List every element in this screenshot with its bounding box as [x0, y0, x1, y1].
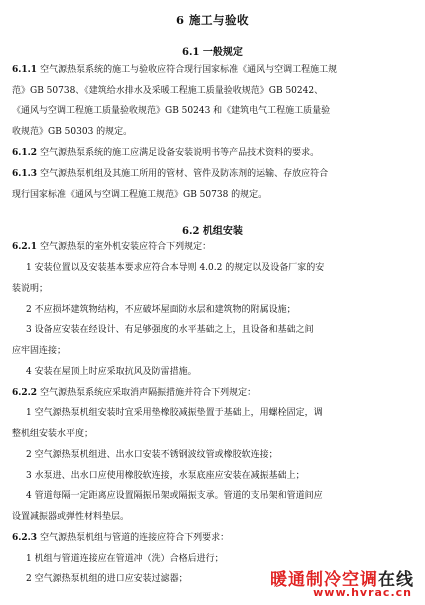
item-text: 装说明；: [12, 284, 49, 294]
clause-text: 收规范》GB 50303 的规定。: [12, 126, 133, 137]
item-text: 3 设备应安装在经设计、有足够强度的水平基础之上，且设备和基础之间: [26, 325, 314, 335]
clause-6-2-1: [12, 237, 414, 258]
watermark-black-text: 在线: [378, 570, 414, 590]
clause-6-1-2: [12, 143, 414, 164]
watermark-logo: [230, 565, 420, 605]
list-item-continuation: [12, 341, 414, 362]
chapter-title: 6 施工与验收: [175, 13, 249, 27]
watermark-url: www.hvrac.cn: [313, 586, 412, 599]
item-text: 应牢固连接；: [12, 346, 67, 356]
clause-text: 空气源热泵系统的施工应满足设备安装说明书等产品技术资料的要求。: [40, 148, 320, 158]
clause-text: 现行国家标准《通风与空调工程施工规范》GB 50738 的规定。: [12, 189, 268, 200]
item-text: 2 不应损坏建筑物结构，不应破坏屋面防水层和建筑物的附属设施；: [26, 305, 296, 315]
clause-number: 6.2.3: [12, 533, 38, 543]
clause-text: 空气源热泵机组及其施工所用的管材、管件及防冻剂的运输、存放应符合: [40, 169, 329, 179]
clause-6-2-2: [12, 383, 414, 404]
section-title-6-1: 6.1 一般规定: [182, 47, 243, 58]
clause-text: 空气源热泵的室外机安装应符合下列规定：: [40, 242, 212, 252]
list-item: [12, 466, 414, 487]
section-title-6-2: 6.2 机组安装: [182, 226, 243, 237]
item-text: 2 空气源热泵机组进、出水口安装不锈钢波纹管或橡胶软连接；: [26, 450, 278, 460]
list-item: [12, 258, 414, 279]
clause-6-2-3: [12, 528, 414, 549]
list-item-continuation: [12, 424, 414, 445]
item-text: 设置减振器或弹性材料垫层。: [12, 512, 130, 522]
clause-text: 空气源热泵系统的施工与验收应符合现行国家标准《通风与空调工程施工规: [40, 65, 338, 75]
item-text: 1 机组与管道连接应在管道冲（洗）合格后进行；: [26, 554, 224, 564]
item-text: 2 空气源热泵机组的进口应安装过滤器；: [26, 574, 188, 584]
item-text: 1 安装位置以及安装基本要求应符合本导则 4.0.2 的规定以及设备厂家的安: [26, 263, 325, 273]
list-item-continuation: [12, 507, 414, 528]
clause-number: 6.1.2: [12, 148, 38, 158]
list-item: [12, 300, 414, 321]
item-text: 3 水泵进、出水口应使用橡胶软连接，水泵底座应安装在减振基础上；: [26, 471, 305, 481]
clause-number: 6.2.1: [12, 242, 38, 252]
item-text: 4 管道每隔一定距离应设置隔振吊架或隔振支承。管道的支吊架和管道间应: [26, 491, 323, 501]
list-item-continuation: [12, 279, 414, 300]
clause-text: 空气源热泵机组与管道的连接应符合下列要求：: [40, 533, 230, 543]
list-item: [12, 445, 414, 466]
clause-text: 《通风与空调工程施工质量验收规范》GB 50243 和《建筑电气工程施工质量验: [12, 106, 331, 117]
list-item: [12, 486, 414, 507]
clause-number: 6.2.2: [12, 388, 38, 398]
clause-number: 6.1.1: [12, 65, 38, 75]
item-text: 整机组安装水平度；: [12, 429, 94, 439]
clause-text: 范》GB 50738、《建筑给水排水及采暖工程施工质量验收规范》GB 50242、: [12, 85, 324, 96]
clause-text: 空气源热泵系统应采取消声隔振措施并符合下列规定：: [40, 388, 257, 398]
clause-6-1-3: [12, 164, 414, 205]
list-item: [12, 362, 414, 383]
list-item: [12, 403, 414, 424]
clause-6-1-1: [12, 60, 414, 142]
list-item: [12, 320, 414, 341]
item-text: 4 安装在屋顶上时应采取抗风及防雷措施。: [26, 367, 197, 377]
clause-number: 6.1.3: [12, 169, 38, 179]
item-text: 1 空气源热泵机组安装时宜采用垫橡胶减振垫置于基础上，用螺栓固定，调: [26, 408, 323, 418]
watermark-red-text: 暖通制冷空调: [270, 570, 378, 590]
